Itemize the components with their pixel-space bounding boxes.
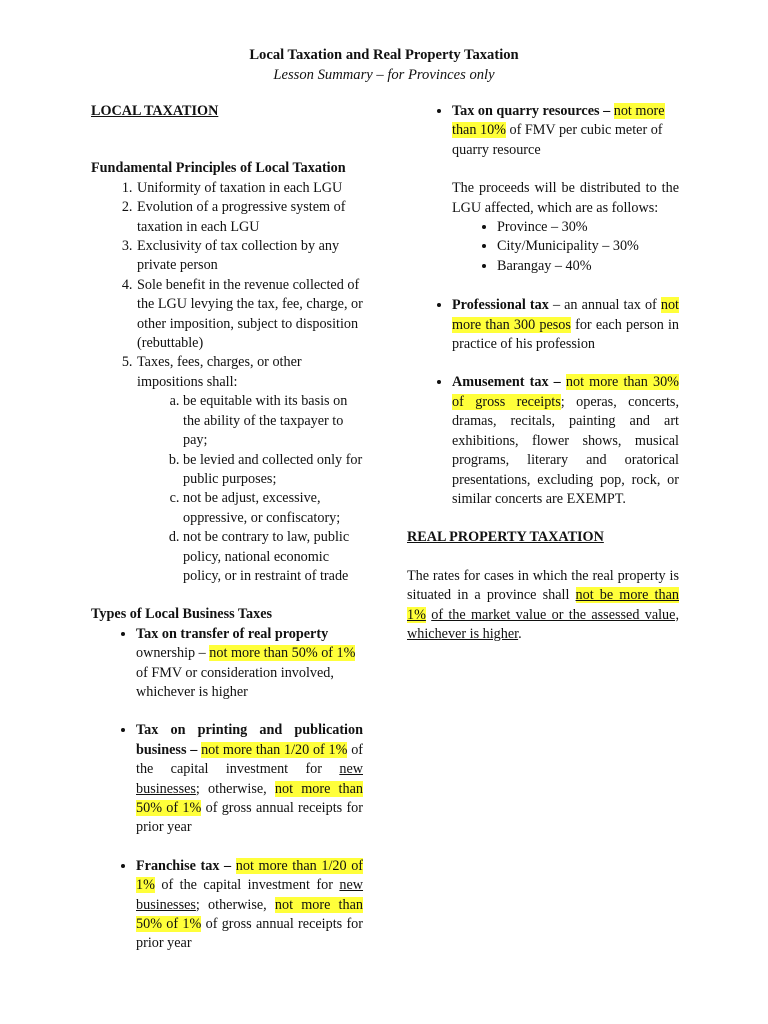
- principle-item: [136, 353, 363, 586]
- franchise-tax-rate: not more than 1/20 of 1%: [136, 857, 364, 894]
- franchise-tax-otherwise: ; otherwise,: [195, 896, 267, 913]
- printing-tax-otherwise: ; otherwise,: [195, 780, 267, 797]
- franchise-tax-rate2: not more than 50% of 1%: [136, 896, 363, 933]
- professional-tax-rate: not more than 300 pesos: [452, 297, 679, 333]
- business-taxes-heading: Types of Local Business Taxes: [91, 606, 273, 623]
- quarry-tax-rest: of FMV per cubic meter of quarry resource: [452, 122, 663, 158]
- franchise-tax-item: [136, 857, 363, 954]
- amusement-tax-name: Amusement tax –: [452, 374, 561, 391]
- professional-tax-name: Professional tax: [452, 297, 549, 314]
- document-header: [0, 45, 768, 85]
- professional-tax-item: [452, 296, 679, 354]
- printing-tax-mid: of the capital investment for: [136, 741, 364, 778]
- amusement-tax-rest: ; operas, concerts, dramas, recitals, painting and art exhibitions, flower shows, musical programs, literary and oratorical presentations, excluding pop, rock, or similar concerts are EXEMPT.: [452, 393, 679, 507]
- professional-tax-rest: for each person in practice of his profession: [452, 316, 680, 353]
- sub-principle-item: a. be equitable with its basis on the ability of the taxpayer to pay;: [183, 392, 363, 450]
- real-property-rest: of the market value or the assessed value, whichever is higher: [407, 606, 679, 642]
- principle-item: 1. Uniformity of taxation in each LGU: [136, 179, 363, 198]
- share-item-province: • Province – 30%: [497, 218, 679, 237]
- principle-item: 4. Sole benefit in the revenue collected of the LGU levying the tax, fee, charge, or other imposition, subject to disposition (rebuttable): [136, 276, 363, 354]
- quarry-shares-list: [452, 218, 679, 276]
- transfer-tax-name: Tax on transfer of real property: [136, 625, 329, 642]
- share-item-city: • City/Municipality – 30%: [497, 237, 679, 256]
- transfer-tax-rate: not more than 50% of 1%: [209, 645, 356, 662]
- share-item-barangay: • Barangay – 40%: [497, 257, 679, 276]
- quarry-tax-item: [452, 102, 679, 276]
- printing-tax-new-businesses: new businesses: [136, 761, 363, 797]
- right-column: [407, 102, 679, 644]
- real-property-rate: not be more than 1%: [407, 587, 679, 623]
- printing-tax-rate2: not more than 50% of 1%: [136, 780, 363, 816]
- printing-tax-rest: of gross annual receipts for prior year: [136, 800, 363, 836]
- sub-principle-item: c. not be adjust, excessive, oppressive, or confiscatory;: [183, 489, 363, 528]
- quarry-tax-rate: not more than 10%: [452, 103, 665, 139]
- local-taxation-heading: LOCAL TAXATION: [91, 103, 219, 119]
- quarry-tax-name: Tax on quarry resources –: [452, 103, 611, 119]
- principle-item: 3. Exclusivity of tax collection by any private person: [136, 237, 363, 276]
- real-property-end: .: [518, 625, 522, 642]
- document-title: Local Taxation and Real Property Taxation: [249, 47, 519, 63]
- franchise-tax-new-businesses: new businesses: [136, 877, 364, 913]
- printing-tax-name: Tax on printing and publication business –: [136, 722, 363, 758]
- transfer-tax-rest: of FMV or consideration involved, whichever is higher: [136, 664, 334, 700]
- quarry-distribution-text: The proceeds will be distributed to the LGU affected, which are as follows:: [452, 180, 679, 216]
- principles-list: [91, 179, 363, 587]
- principle-item: 2. Evolution of a progressive system of taxation in each LGU: [136, 198, 363, 237]
- printing-tax-item: [136, 721, 363, 837]
- amusement-tax-rate: not more than 30% of gross receipts: [452, 374, 680, 410]
- document-subtitle: Lesson Summary – for Provinces only: [273, 67, 495, 83]
- real-property-paragraph: [407, 567, 679, 645]
- principle-item-text: Taxes, fees, charges, or other impositions shall:: [137, 354, 302, 390]
- amusement-tax-item: [452, 373, 679, 509]
- franchise-tax-name: Franchise tax –: [136, 857, 232, 874]
- franchise-tax-rest: of gross annual receipts for prior year: [136, 916, 363, 952]
- right-taxes-list: [407, 102, 679, 509]
- principles-heading: Fundamental Principles of Local Taxation: [91, 160, 346, 177]
- professional-tax-dash: – an annual tax of: [552, 297, 657, 314]
- real-property-heading: REAL PROPERTY TAXATION: [407, 529, 604, 546]
- transfer-tax-item: [136, 625, 363, 703]
- sub-principle-item: b. be levied and collected only for public purposes;: [183, 451, 363, 490]
- printing-tax-rate: not more than 1/20 of 1%: [201, 741, 348, 758]
- franchise-tax-mid: of the capital investment for: [161, 877, 333, 894]
- sub-principles-list: [137, 392, 363, 586]
- left-column: [91, 102, 363, 954]
- transfer-tax-name-tail: ownership –: [136, 645, 206, 662]
- real-property-intro: The rates for cases in which the real property is situated in a province shall: [407, 567, 679, 604]
- sub-principle-item: d. not be contrary to law, public policy, national economic policy, or in restraint of trade: [183, 528, 363, 586]
- business-taxes-list: [91, 625, 363, 954]
